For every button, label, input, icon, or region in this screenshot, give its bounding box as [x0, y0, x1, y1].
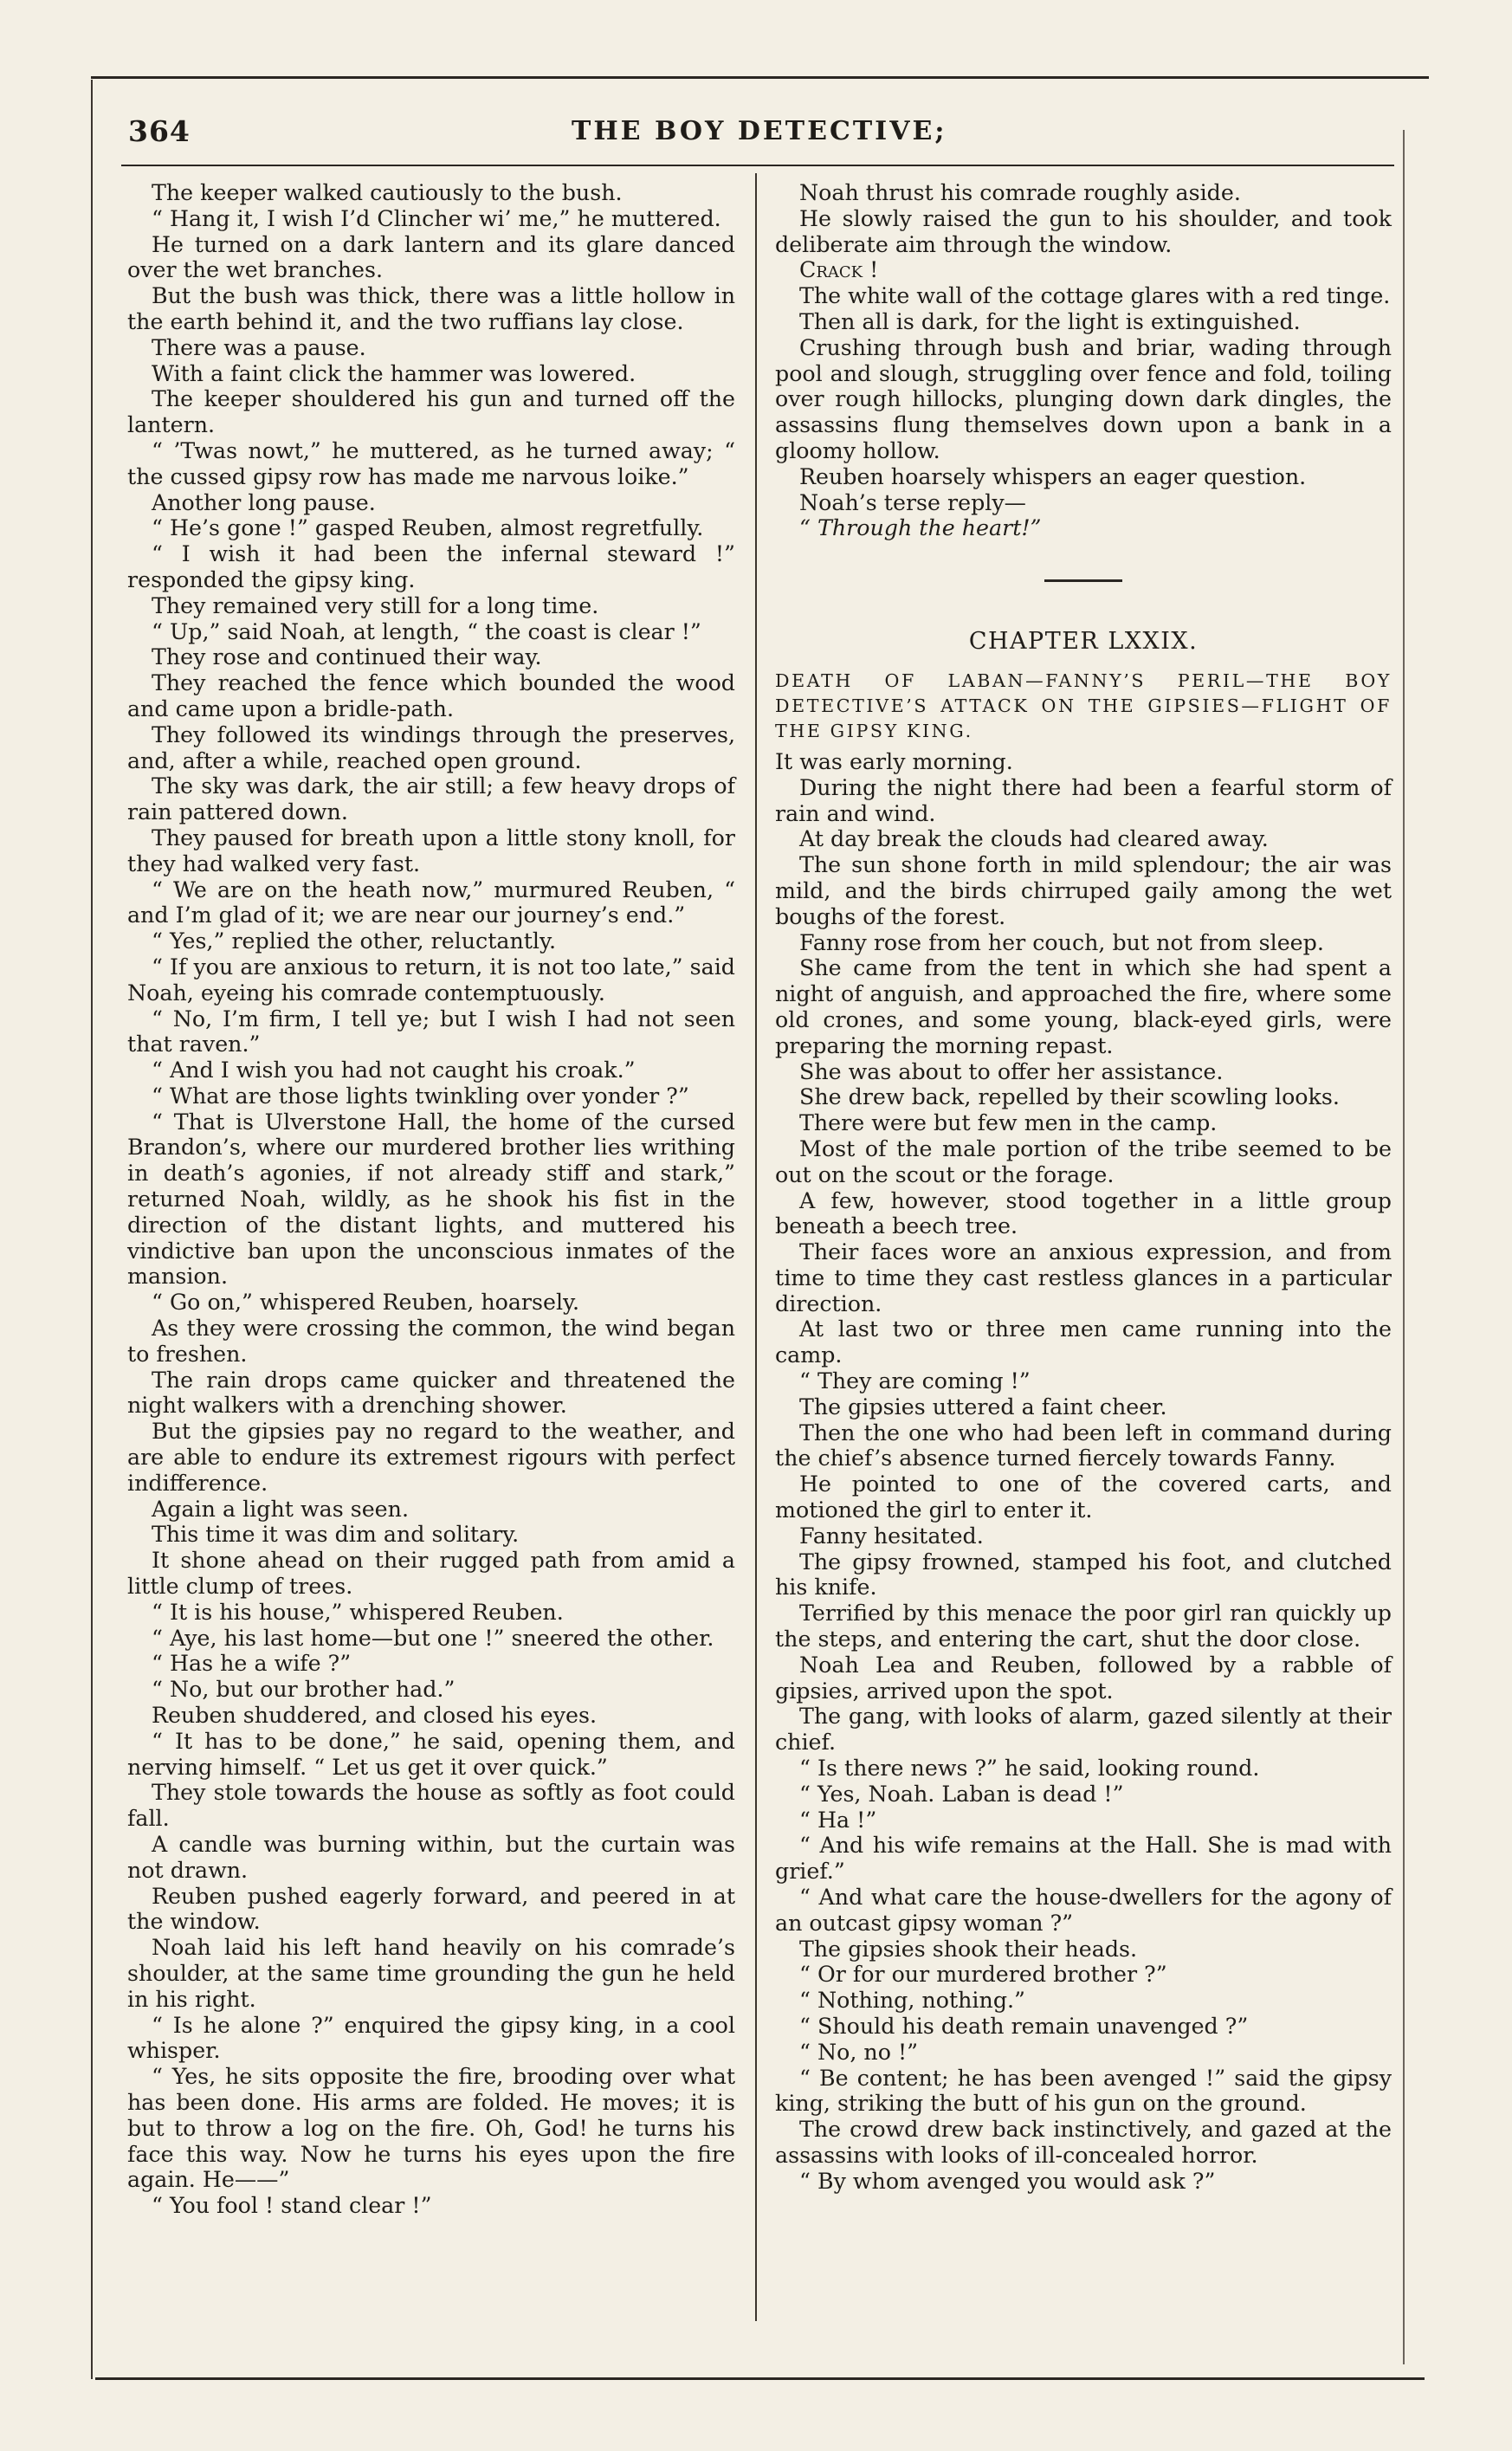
paragraph: Reuben shuddered, and closed his eyes.: [152, 1703, 598, 1729]
paragraph: Crushing through bush and briar, wading through pool and slough, struggling over fence and fold, toiling over rough hillocks, plunging down dark dingles, the assassins flung themselves down upon a bank in a gloomy hollow.: [775, 334, 1392, 463]
paragraph: The keeper shouldered his gun and turned off the lantern.: [127, 386, 735, 438]
paragraph: The gipsy frowned, stamped his foot, and clutched his knife.: [775, 1549, 1392, 1601]
paragraph: They remained very still for a long time.: [152, 592, 599, 618]
paragraph: “ They are coming !”: [799, 1368, 1031, 1394]
paragraph: “ Up,” said Noah, at length, “ the coast is clear !”: [152, 618, 701, 644]
paragraph: They rose and continued their way.: [152, 644, 542, 670]
paragraph: “ If you are anxious to return, it is not too late,” said Noah, eyeing his comrade contemptuously.: [127, 954, 735, 1006]
paragraph: Noah laid his left hand heavily on his comrade’s shoulder, at the same time grounding the gun he held in his right.: [127, 1935, 735, 2012]
paragraph: “ Yes, Noah. Laban is dead !”: [799, 1781, 1124, 1807]
right-column: [775, 180, 1392, 2195]
right-column-bottom: [775, 749, 1392, 2195]
paragraph: During the night there had been a fearful storm of rain and wind.: [775, 774, 1392, 826]
right-margin-line: [1403, 130, 1405, 2364]
paragraph: “ And what care the house-dwellers for the agony of an outcast gipsy woman ?”: [775, 1885, 1392, 1936]
page-header: [121, 114, 1394, 158]
paragraph: Reuben pushed eagerly forward, and peered in at the window.: [127, 1883, 735, 1935]
section-divider-rule: [1044, 579, 1122, 582]
paragraph: The crowd drew back instinctively, and gazed at the assassins with looks of ill-concealed horror.: [775, 2117, 1392, 2168]
paragraph: They stole towards the house as softly as foot could fall.: [127, 1780, 735, 1832]
bottom-rule: [95, 2377, 1425, 2380]
paragraph: “ Aye, his last home—but one !” sneered the other.: [152, 1625, 714, 1651]
paragraph: The keeper walked cautiously to the bush.: [152, 180, 623, 205]
paragraph: There was a pause.: [152, 334, 366, 360]
paragraph: “ No, I’m firm, I tell ye; but I wish I had not seen that raven.”: [127, 1006, 735, 1057]
paragraph: The white wall of the cottage glares with a red tinge.: [799, 283, 1391, 309]
paragraph: Then all is dark, for the light is extinguished.: [799, 308, 1301, 334]
paragraph: “ And I wish you had not caught his croak.”: [152, 1057, 636, 1083]
paragraph: The sky was dark, the air still; a few heavy drops of rain pattered down.: [127, 773, 735, 825]
running-title: THE BOY DETECTIVE;: [572, 116, 947, 146]
left-column: [127, 180, 735, 2219]
paragraph: Most of the male portion of the tribe seemed to be out on the scout or the forage.: [775, 1135, 1392, 1187]
paragraph: The gang, with looks of alarm, gazed silently at their chief.: [775, 1704, 1392, 1756]
paragraph: “ ’Twas nowt,” he muttered, as he turned away; “ the cussed gipsy row has made me narvous loike.”: [127, 437, 735, 489]
paragraph: “ Is there news ?” he said, looking round.: [799, 1756, 1260, 1782]
header-rule: [121, 165, 1394, 166]
paragraph: There were but few men in the camp.: [799, 1110, 1218, 1136]
paragraph: “ Yes, he sits opposite the fire, brooding over what has been done. His arms are folded. He moves; it is but to throw a log on the fire. Oh, God! he turns his face this way. Now he turns his eyes upon the fire again. He——”: [127, 2064, 735, 2193]
top-rule: [91, 76, 1429, 79]
paragraph: It shone ahead on their rugged path from amid a little clump of trees.: [127, 1548, 735, 1600]
paragraph: It was early morning.: [775, 748, 1013, 774]
paragraph: At last two or three men came running into the camp.: [775, 1316, 1392, 1368]
paragraph: At day break the clouds had cleared away.: [799, 826, 1269, 852]
paragraph: A candle was burning within, but the curtain was not drawn.: [127, 1832, 735, 1883]
paragraph: Another long pause.: [152, 489, 376, 515]
right-column-top: [775, 180, 1392, 541]
paragraph: Fanny hesitated.: [799, 1523, 984, 1549]
paragraph: “ Nothing, nothing.”: [799, 1988, 1025, 2014]
paragraph: “ No, no !”: [799, 2039, 919, 2065]
paragraph: “ I wish it had been the infernal steward !” responded the gipsy king.: [127, 541, 735, 592]
paragraph: “ Be content; he has been avenged !” said the gipsy king, striking the butt of his gun on the ground.: [775, 2065, 1392, 2117]
paragraph: Fanny rose from her couch, but not from sleep.: [799, 929, 1324, 955]
paragraph: “ We are on the heath now,” murmured Reuben, “ and I’m glad of it; we are near our journey’s end.”: [127, 876, 735, 928]
paragraph: “ Ha !”: [799, 1807, 877, 1833]
paragraph: He pointed to one of the covered carts, and motioned the girl to enter it.: [775, 1471, 1392, 1523]
paragraph: Then the one who had been left in command during the chief’s absence turned fiercely towards Fanny.: [775, 1420, 1392, 1471]
paragraph: She drew back, repelled by their scowling looks.: [799, 1084, 1340, 1110]
paragraph: “ And his wife remains at the Hall. She is mad with grief.”: [775, 1833, 1392, 1885]
paragraph: This time it was dim and solitary.: [152, 1522, 520, 1548]
chapter-title: CHAPTER LXXIX.: [968, 628, 1199, 656]
paragraph: “ What are those lights twinkling over yonder ?”: [152, 1083, 689, 1109]
paragraph: Noah Lea and Reuben, followed by a rabble of gipsies, arrived upon the spot.: [775, 1652, 1392, 1704]
paragraph: As they were crossing the common, the wind began to freshen.: [127, 1316, 735, 1367]
paragraph: The gipsies shook their heads.: [799, 1936, 1138, 1962]
paragraph: “ Should his death remain unavenged ?”: [799, 2014, 1249, 2039]
chapter-synopsis: DEATH OF LABAN—FANNY’S PERIL—THE BOY DETECTIVE’S ATTACK ON THE GIPSIES—FLIGHT OF THE GIPSY KING.: [775, 669, 1392, 741]
paragraph: A few, however, stood together in a little group beneath a beech tree.: [775, 1187, 1392, 1239]
paragraph: He slowly raised the gun to his shoulder, and took deliberate aim through the window.: [775, 205, 1392, 257]
paragraph: They reached the fence which bounded the wood and came upon a bridle-path.: [127, 670, 735, 721]
paragraph: “ Is he alone ?” enquired the gipsy king, in a cool whisper.: [127, 2012, 735, 2064]
paragraph: “ Go on,” whispered Reuben, hoarsely.: [152, 1290, 580, 1316]
paragraph: “ It has to be done,” he said, opening them, and nerving himself. “ Let us get it over quick.”: [127, 1728, 735, 1780]
paragraph: “ You fool ! stand clear !”: [152, 2193, 432, 2219]
paragraph: Terrified by this menace the poor girl ran quickly up the steps, and entering the cart, shut the door close.: [775, 1601, 1392, 1652]
paragraph: The gipsies uttered a faint cheer.: [799, 1394, 1167, 1420]
column-divider: [755, 173, 757, 2321]
paragraph: “ No, but our brother had.”: [152, 1677, 456, 1703]
paragraph: Noah thrust his comrade roughly aside.: [799, 180, 1241, 205]
paragraph: “ That is Ulverstone Hall, the home of the cursed Brandon’s, where our murdered brother lies writhing in death’s agonies, if not already stiff and stark,” returned Noah, wildly, as he shook his fist in the direction of the distant lights, and muttered his vindictive ban upon the unconscious inmates of the mansion.: [127, 1109, 735, 1290]
paragraph: But the bush was thick, there was a little hollow in the earth behind it, and the two ruffians lay close.: [127, 283, 735, 334]
paragraph: But the gipsies pay no regard to the weather, and are able to endure its extremest rigours with perfect indifference.: [127, 1419, 735, 1496]
paragraph: “ Through the heart!”: [799, 515, 1042, 541]
paragraph: They paused for breath upon a little stony knoll, for they had walked very fast.: [127, 825, 735, 876]
paragraph: “ Yes,” replied the other, reluctantly.: [152, 928, 556, 954]
paragraph: Crack !: [799, 257, 879, 283]
left-border-rule: [91, 80, 93, 2379]
paragraph: They followed its windings through the preserves, and, after a while, reached open ground.: [127, 721, 735, 773]
paragraph: “ Or for our murdered brother ?”: [799, 1962, 1167, 1988]
page-number: 364: [128, 114, 191, 148]
paragraph: She came from the tent in which she had spent a night of anguish, and approached the fire, where some old crones, and some young, black-eyed girls, were preparing the morning repast.: [775, 955, 1392, 1058]
paragraph: “ Hang it, I wish I’d Clincher wi’ me,” he muttered.: [152, 205, 721, 231]
paragraph: “ It is his house,” whispered Reuben.: [152, 1599, 564, 1625]
paragraph: He turned on a dark lantern and its glare danced over the wet branches.: [127, 231, 735, 283]
paragraph: Noah’s terse reply—: [799, 489, 1026, 515]
paragraph: “ He’s gone !” gasped Reuben, almost regretfully.: [152, 515, 704, 541]
paragraph: “ By whom avenged you would ask ?”: [799, 2168, 1216, 2194]
paragraph: She was about to offer her assistance.: [799, 1058, 1224, 1084]
paragraph: Their faces wore an anxious expression, and from time to time they cast restless glances in a particular direction.: [775, 1239, 1392, 1316]
paragraph: Reuben hoarsely whispers an eager question.: [799, 463, 1307, 489]
paragraph: With a faint click the hammer was lowered.: [152, 360, 636, 386]
paragraph: The sun shone forth in mild splendour; the air was mild, and the birds chirruped gaily among the wet boughs of the forest.: [775, 852, 1392, 929]
paragraph: “ Has he a wife ?”: [152, 1651, 352, 1677]
paragraph: The rain drops came quicker and threatened the night walkers with a drenching shower.: [127, 1367, 735, 1419]
paragraph: Again a light was seen.: [152, 1496, 409, 1522]
